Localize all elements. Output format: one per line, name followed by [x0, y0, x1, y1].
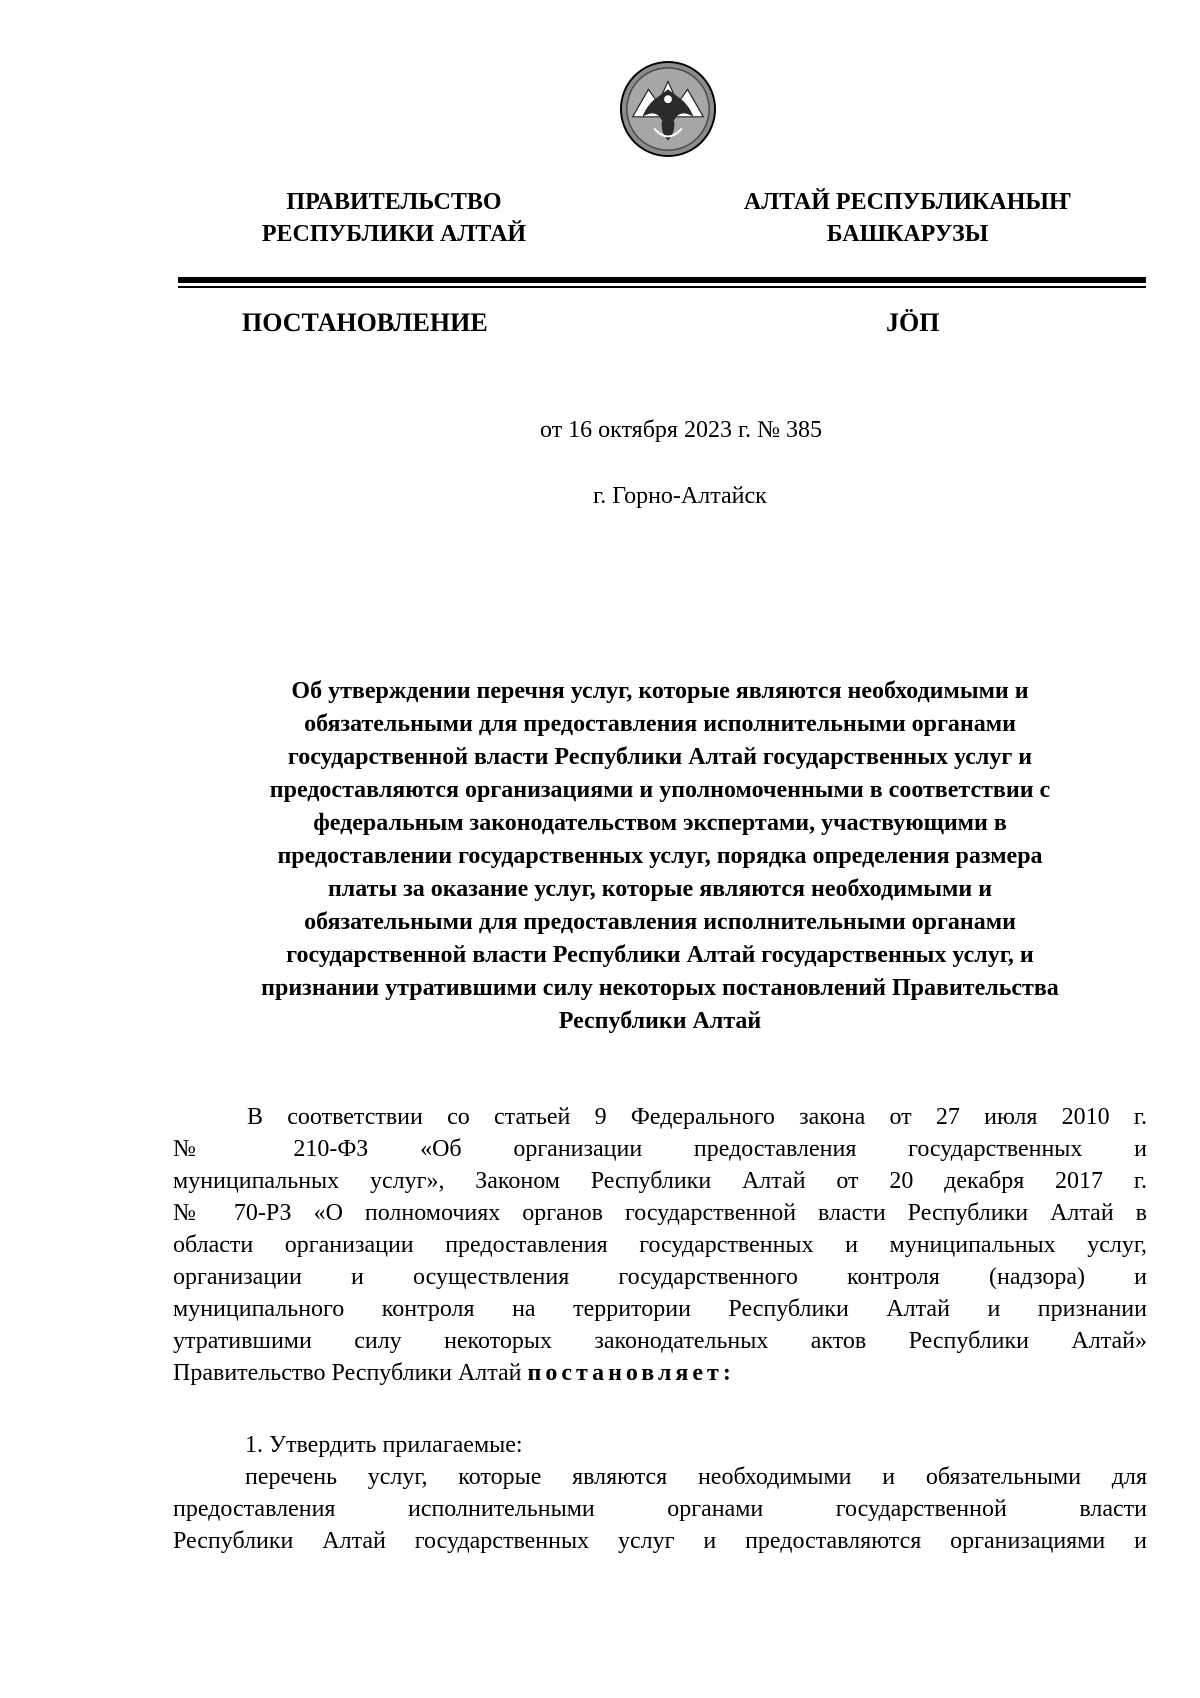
preamble-line: муниципальных услуг», Законом Республики Алтай от 20 декабря 2017 г. [173, 1168, 1147, 1194]
header-divider-thin [178, 286, 1146, 288]
preamble-last-text: Правительство Республики Алтай [173, 1360, 522, 1386]
title-line: обязательными для предоставления исполнительными органами [304, 909, 1016, 935]
preamble-paragraph [173, 1101, 1147, 1389]
org-name-ru [228, 186, 560, 250]
title-line: государственной власти Республики Алтай государственных услуг, и [286, 942, 1034, 968]
org-name-ru-line1: ПРАВИТЕЛЬСТВО [286, 189, 502, 215]
title-line: Об утверждении перечня услуг, которые являются необходимыми и [291, 678, 1029, 704]
preamble-line: муниципального контроля на территории Республики Алтай и признании [173, 1296, 1147, 1322]
preamble-line: № 70-РЗ «О полномочиях органов государственной власти Республики Алтай в [173, 1200, 1147, 1226]
date-number-line [0, 415, 1200, 445]
title-line: признании утратившими силу некоторых постановлений Правительства [261, 975, 1059, 1001]
preamble-line: № 210-ФЗ «Об организации предоставления государственных и [173, 1136, 1147, 1162]
org-name-ru-line2: РЕСПУБЛИКИ АЛТАЙ [261, 221, 527, 247]
doc-type-alt: JӦП [886, 308, 940, 337]
title-line: Республики Алтай [558, 1008, 762, 1034]
preamble-last-line [173, 1357, 1147, 1389]
title-line: обязательными для предоставления исполнительными органами [304, 711, 1016, 737]
title-line: предоставляются организациями и уполномоченными в соответствии с [269, 777, 1051, 803]
item-1-line: предоставления исполнительными органами государственной власти [173, 1496, 1147, 1522]
title-line: государственной власти Республики Алтай государственных услуг и [287, 744, 1033, 770]
header-divider-thick [178, 277, 1146, 283]
decree-word: постановляет: [527, 1360, 735, 1386]
item-1-heading: 1. Утвердить прилагаемые: [245, 1432, 523, 1458]
org-name-alt [735, 186, 1080, 250]
item-1-line: Республики Алтай государственных услуг и предоставляются организациями и [173, 1528, 1147, 1554]
item-1-line: перечень услуг, которые являются необходимыми и обязательными для [245, 1464, 1147, 1490]
title-line: федеральным законодательством экспертами, участвующими в [313, 810, 1007, 836]
coat-of-arms-emblem-icon [619, 60, 717, 158]
preamble-line: В соответствии со статьей 9 Федерального закона от 27 июля 2010 г. [247, 1104, 1147, 1130]
org-name-alt-line2: БАШКАРУЗЫ [826, 221, 989, 247]
title-line: платы за оказание услуг, которые являются необходимыми и [327, 876, 993, 902]
city-text: г. Горно-Алтайск [593, 483, 767, 509]
doc-type-ru: ПОСТАНОВЛЕНИЕ [242, 308, 488, 337]
preamble-line: области организации предоставления государственных и муниципальных услуг, [173, 1232, 1147, 1258]
document-title [188, 675, 1132, 1038]
title-line: предоставлении государственных услуг, порядка определения размера [277, 843, 1043, 869]
preamble-line: организации и осуществления государственного контроля (надзора) и [173, 1264, 1147, 1290]
preamble-line: утратившими силу некоторых законодательных актов Республики Алтай» [173, 1328, 1147, 1354]
date-number-text: от 16 октября 2023 г. № 385 [539, 417, 822, 443]
city-line [0, 481, 1200, 511]
item-1-paragraph [173, 1429, 1147, 1557]
org-name-alt-line1: АЛТАЙ РЕСПУБЛИКАНЫҤ [743, 189, 1072, 215]
